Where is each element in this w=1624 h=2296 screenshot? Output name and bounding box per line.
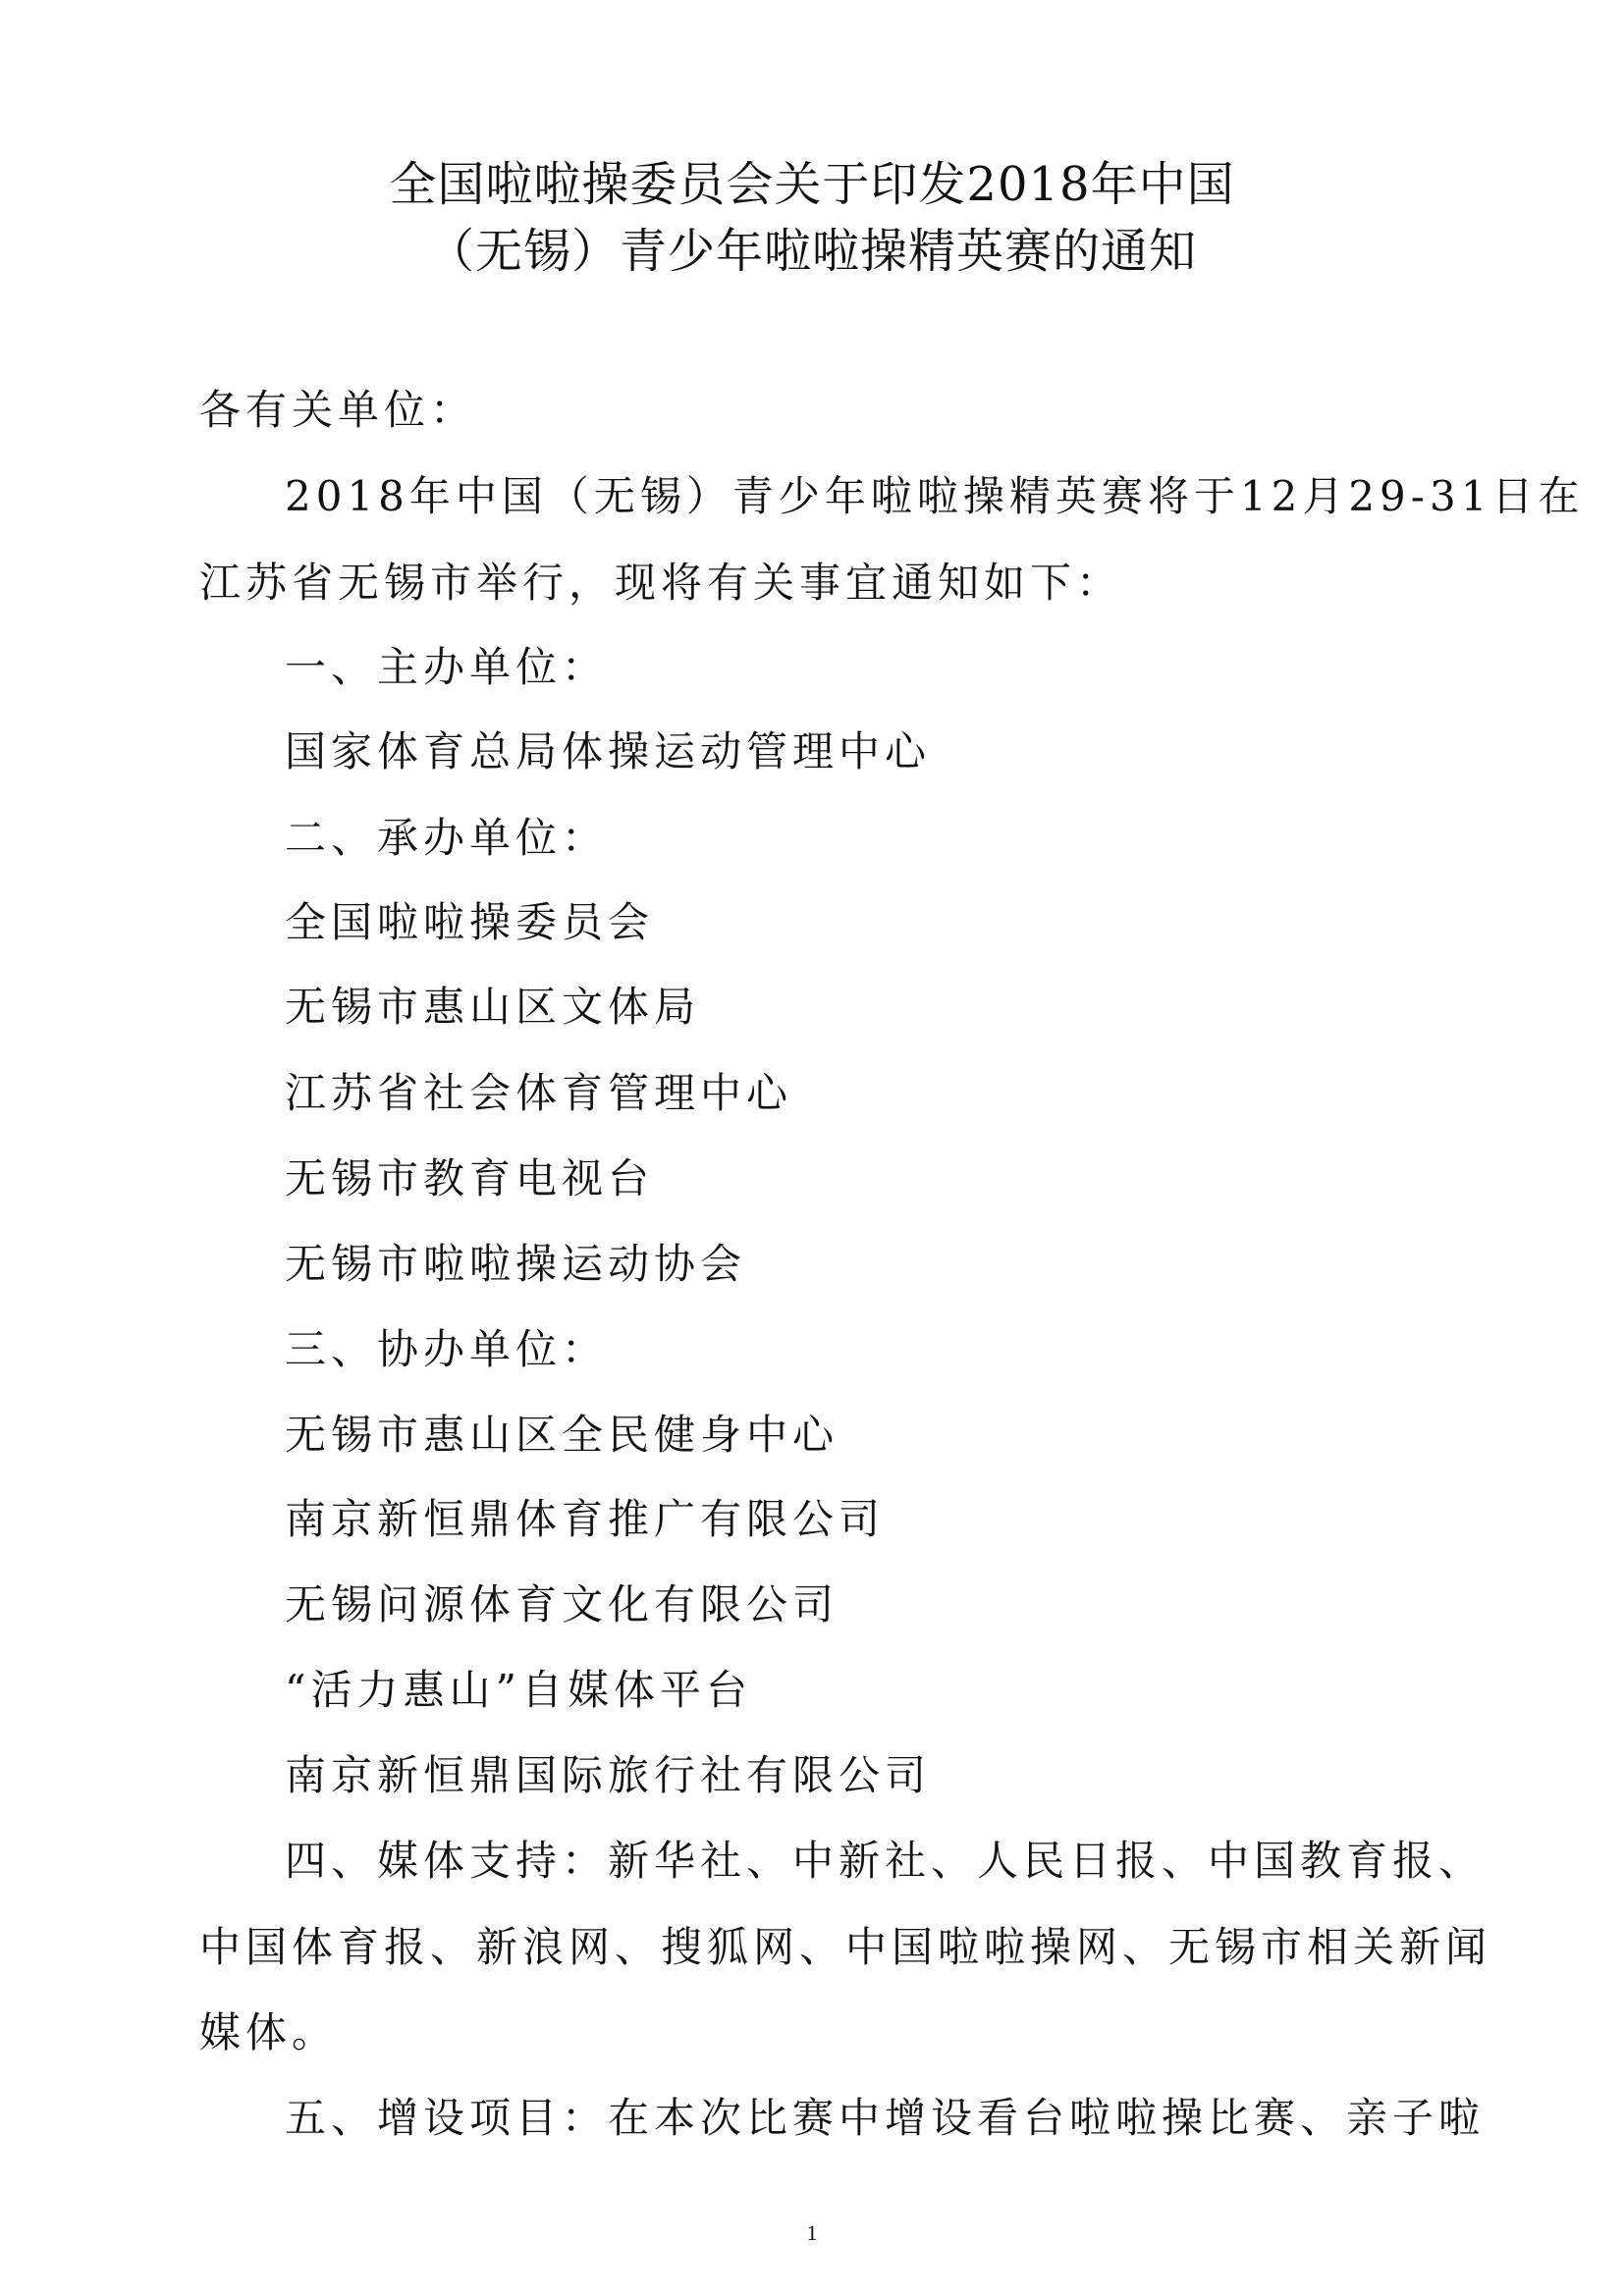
section-2-item: 无锡市惠山区文体局	[285, 983, 701, 1031]
intro-line-1: 2018年中国（无锡）青少年啦啦操精英赛将于12月29-31日在	[285, 472, 1585, 520]
section-3-heading: 三、协办单位：	[285, 1325, 609, 1373]
section-4-line-3: 媒体。	[199, 2008, 339, 2056]
section-4-line-1: 四、媒体支持：新华社、中新社、人民日报、中国教育报、	[285, 1837, 1486, 1885]
section-3-item: 无锡问源体育文化有限公司	[285, 1580, 839, 1629]
section-1-heading: 一、主办单位：	[285, 643, 609, 691]
page-number: 1	[806, 2220, 818, 2245]
document-title-line-1: 全国啦啦操委员会关于印发2018年中国	[389, 157, 1235, 212]
document-title-line-2: （无锡）青少年啦啦操精英赛的通知	[426, 224, 1197, 279]
section-3-item: 南京新恒鼎体育推广有限公司	[285, 1495, 886, 1543]
section-2-item: 全国啦啦操委员会	[285, 898, 655, 946]
section-3-item: “活力惠山”自媒体平台	[285, 1666, 752, 1714]
salutation: 各有关单位：	[199, 386, 477, 434]
section-4-line-2: 中国体育报、新浪网、搜狐网、中国啦啦操网、无锡市相关新闻	[199, 1923, 1492, 1971]
section-2-item: 无锡市啦啦操运动协会	[285, 1240, 747, 1288]
section-1-item: 国家体育总局体操运动管理中心	[285, 727, 932, 775]
section-2-heading: 二、承办单位：	[285, 814, 609, 862]
section-2-item: 无锡市教育电视台	[285, 1154, 655, 1202]
section-5-line-1: 五、增设项目：在本次比赛中增设看台啦啦操比赛、亲子啦	[285, 2094, 1486, 2142]
section-3-item: 南京新恒鼎国际旅行社有限公司	[285, 1751, 932, 1799]
section-3-item: 无锡市惠山区全民健身中心	[285, 1411, 839, 1459]
intro-line-2: 江苏省无锡市举行，现将有关事宜通知如下：	[199, 559, 1123, 607]
section-2-item: 江苏省社会体育管理中心	[285, 1069, 793, 1117]
